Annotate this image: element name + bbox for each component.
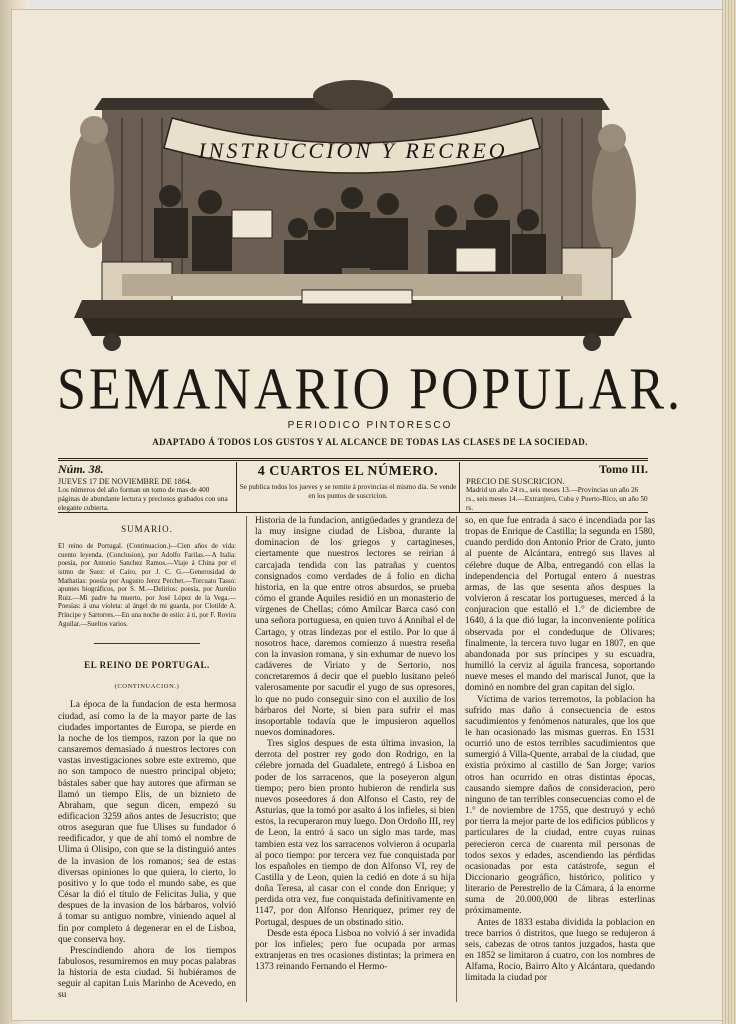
top-rule-double: [58, 460, 648, 461]
article-continuation: (CONTINUACION.): [114, 683, 180, 691]
article-paragraph: Antes de 1833 estaba dividida la poblacion en trece barrios ó distritos, que luego se redujeron á seis, cabezas de otros tantos juzgados, hasta que en 1852 se limitaron á cuatro, con los nombres de Alfama, Rocio, Bairro Alto y Alcántara, quedando limitada la ciudad por: [465, 917, 655, 984]
newspaper-title: SEMANARIO POPULAR.: [56, 356, 684, 423]
subscription-prices: Madrid un año 24 rs., seis meses 13.—Provincias un año 26 rs., seis meses 14.—Extranjero, Cuba y Puerto-Rico, un año 50 rs.: [466, 486, 648, 512]
volume-number: Tomo III.: [599, 462, 648, 476]
article-title: EL REINO DE PORTUGAL.: [84, 660, 210, 671]
banner-text: INSTRUCCION Y RECREO: [198, 138, 508, 163]
subscription-heading: PRECIO DE SUSCRICION.: [466, 476, 565, 486]
article-paragraph: La época de la fundacion de esta hermosa ciudad, así como la de la mayor parte de las ciudades importantes de Europa, se pierde en la noche de los tiempos, razon por la que no cansaremos demasiado á nuestros lectores con vastas investigaciones sobre este extremo, que no son tampoco de nuestro principal objeto; bástales saber que hay autores que afirman se llamó un tiempo Elis, de un biznieto de Abraham, que segun dicen, empezó su edificacion 3259 años antes de Jesucristo; que otros aseguran que fue Ulises su fundador ó reedificador, y que de ahí tomó el nombre de Ulima ú Olisipo, con que se la distinguió antes de la invasion de los romanos; sea de estas diversas opiniones lo que quiera, lo cierto, lo positivo y lo que todo el mundo sabe, es que César la dió el título de Felicitas Julia, y que despues de la invasion de los bárbaros, volvió á tomar su antiguo nombre, viniendo aquel al fin por completo á degenerar en el de Lisboa, que conserva hoy.: [58, 700, 236, 945]
sumario-heading: SUMARIO.: [121, 524, 173, 534]
info-bottom-rule: [58, 512, 648, 513]
column-1: [58, 516, 236, 1002]
issue-number-block: [58, 462, 230, 510]
subscription-block: [466, 462, 648, 510]
article-paragraph: Tres siglos despues de esta última invasion, la derrota del postrer rey godo don Rodrigo, en la célebre jornada del Guadalete, entregó á Lisboa en poder de los sarracenos, que la poseyeron algun tiempo; pero bien pronto hubieron de rendirla sus nuevos poseedores á don Alfonso el Casto, rey de Asturias, que la tomó por asalto á los infieles, si bien estos, la recuperaron muy luego. Don Ordoño III, rey de Leon, la entró á saco un siglo mas tarde, mas tambien esta vez los sarracenos volvieron á ocuparla al poco tiempo: por tercera vez fue conquistada por los españoles en tiempo de don Alfonso VI, rey de Castilla y de Leon, quien la cedió en dote á su hija doña Teresa, al casar con el conde don Enrique; y perdida otra vez, fue conquistada definitivamente en 1147, por don Alfonso Henriquez, primer rey de Portugal, despues de un obstinado sitio.: [255, 739, 455, 928]
publication-note: Se publica todos los jueves y se remite á provincias el mismo dia. Se vende en los puntos de suscricion.: [239, 483, 457, 500]
sumario-text: El reino de Portugal. (Continuacion.)—Cien años de vida: cuento leyenda. (Conclusion), por Adolfo Farilas.—A Italia: poesía, por Antonio Sanchez Ramos.—Viaje á China por el istmo de Suez: el Cairo, por J. C. G.—Generosidad de Mathatías: poesía por Augusto Jerez Perchet.—Torcuato Tasso: apuntes biográficos, por S. M.—Delirios: poesía, por Aurelio Ruiz.—Mi padre ha muerto, por José López de la Vega.—Poesías: á una violeta: al ángel de mi guarda, por Clotilde A. Príncipe y Sartorres.—En una noche de estío: á ti, por F. Rovira Aguilar.—Sueltos varios.: [58, 543, 236, 628]
masthead-engraving: [62, 78, 644, 358]
section-divider: [94, 643, 201, 644]
issue-info-row: [58, 462, 648, 510]
article-paragraph: Historia de la fundacion, antigüedades y grandeza de la muy insigne ciudad de Lisboa, durante la dominacion de los griegos y cartagineses, ciertamente que nuestros lectores se reirian á carcajada tendida con las patrañas y cuentos consignados como verdades de á folio en dicha historia, en la que entre otros absurdos, se prueba cómo el grande Aquiles residió en un monasterio de vírgenes de Chellas; cómo Amilcar Barca casó con una señora portuguesa, en quien tuvo á Annibal el de Cartago, y otras lindezas por el estilo. Por lo que á nosotros hace, daremos comienzo á nuestra reseña con la invasion romana, y sin exhumar de nuevo los cadáveres de Viriato y de Sertorio, nos concretaremos á decir que el pueblo lusitano peleó valerosamente por sacudir el yugo de sus opresores, lo que no pudo conseguir sino con el auxilio de los bárbaros del Norte, si bien para sufrir el mas insoportable todavía que le impusieron aquellos nuevos dominadores.: [255, 516, 455, 738]
article-paragraph: Desde esta época Lisboa no volvió á ser invadida por los infieles; pero fue ocupada por armas extranjeras en tres ocasiones distintas; la primera en 1373 reinando Fernando el Hermo-: [255, 928, 455, 973]
issue-date: JUEVES 17 DE NOVIEMBRE DE 1864.: [58, 477, 192, 486]
article-paragraph: so, en que fue entrada á saco é incendiada por las tropas de Enrique de Castilla; la segunda en 1580, cuando perdido don Antonio Prior de Crato, junto al puente de Alcántara, entregó sus llaves al célebre duque de Alba, entregandó con ellas la independencia del Portugal entero á nuestras armas, de las que sesenta años despues la volvieron á rescatar los portugueses, merced á la conjuracion que estalló el 1.° de diciembre de 1640, á la que dió lugar, la inconveniente política observada por el condeduque de Olivares; finalmente, la tercera tuvo lugar en 1807, en que abandonada por sus príncipes y su escuadra, humilló la cerviz al águila francesa, soportando nueve meses el mando del mariscal Junot, que la dominó en nombre del gran capitan del siglo.: [465, 516, 655, 694]
price-block: [236, 462, 460, 512]
issue-number: Núm. 38.: [58, 462, 104, 476]
top-rule: [58, 458, 648, 459]
newspaper-subtitle: PERIODICO PINTORESCO: [287, 420, 453, 431]
newspaper-tagline: ADAPTADO Á TODOS LOS GUSTOS Y AL ALCANCE DE TODAS LAS CLASES DE LA SOCIEDAD.: [152, 437, 588, 447]
issue-price: 4 CUARTOS EL NÚMERO.: [257, 464, 439, 479]
article-paragraph: Víctima de varios terremotos, la poblacion ha sufrido mas daño á consecuencia de estos sacudimientos y fenómenos naturales, que los que le han ocasionado las mismas guerras. En 1531 ocurrió uno de estos terribles sacudimientos que sumergió á Villa-Quente, arrabal de la ciudad, que existia próximo al castillo de San Jorge; varios otros han ocurrido en otras distintas épocas, causando siempre daños de consideracion, pero ninguno de tan terribles consecuencias como el de 1.° de noviembre de 1755, que destruyó y echó por tierra la mejor parte de los edificios públicos y particulares de la ciudad, entre cuyas ruinas perecieron cerca de cuarenta mil personas de todos sexos y edades, ascendiendo las pérdidas ocasionadas por esta catástrofe, segun el Diccionario geográfico, histórico, político y literario de Perestrello de la Cámara, á la enorme suma de 20.000,000 de libras esterlinas próximamente.: [465, 694, 655, 917]
issue-note: Los números del año forman un tomo de mas de 400 páginas de abundante lectura y preciosos grabados con una elegante cubierta.: [58, 486, 228, 512]
article-paragraph: Prescindiendo ahora de los tiempos fabulosos, resumiremos en muy pocas palabras la historia de esta ciudad. Si hubiéramos de seguir al capitan Luis Marinho de Acevedo, en su: [58, 945, 236, 1001]
page-fore-edge: [722, 0, 736, 1024]
column-2: [246, 516, 455, 1002]
column-3: [456, 516, 655, 1002]
